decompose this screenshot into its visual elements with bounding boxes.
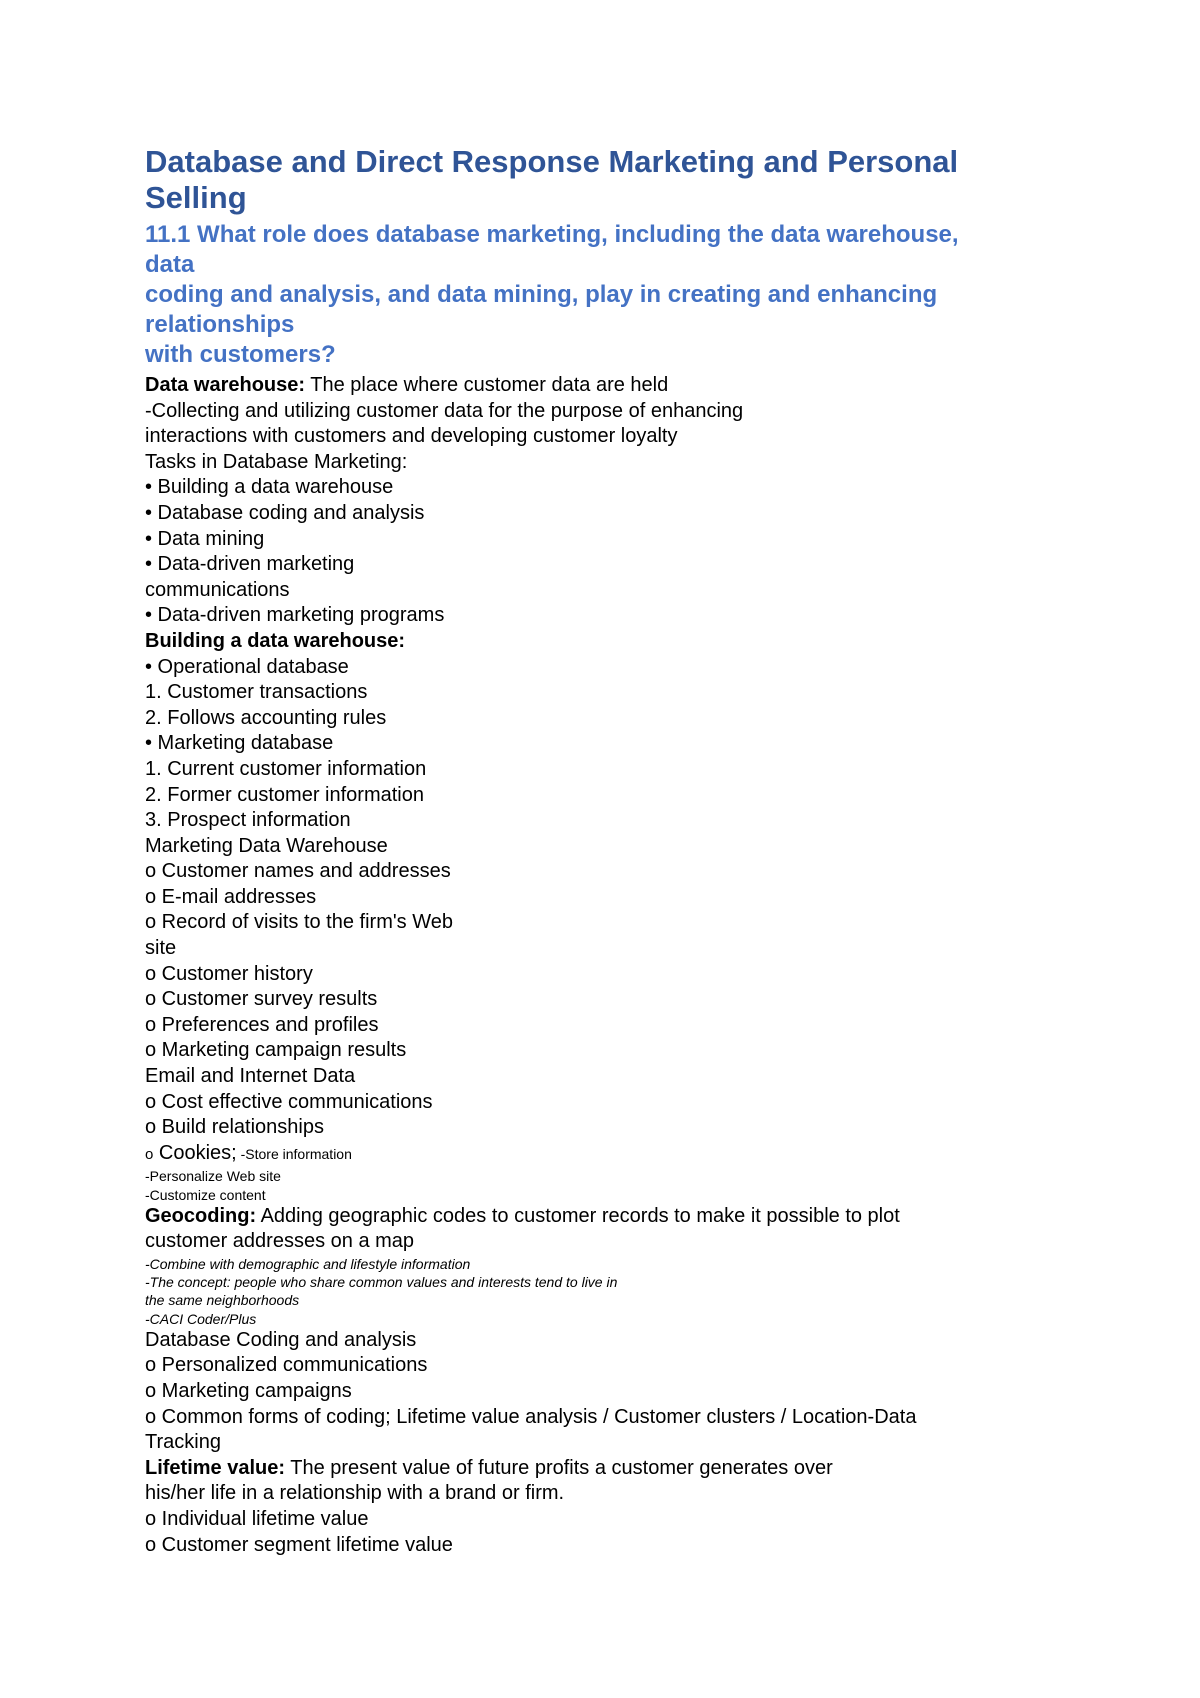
cookie-note: -Personalize Web site <box>145 1168 281 1185</box>
definition-text: Adding geographic codes to customer records to make it possible to plot <box>256 1204 900 1227</box>
list-item: o Personalized communications <box>145 1354 428 1377</box>
list-item: o Individual lifetime value <box>145 1507 369 1530</box>
document-page <box>145 144 1065 1558</box>
list-item: 1. Current customer information <box>145 757 427 780</box>
section-heading-line: data <box>145 251 195 278</box>
title-line-1: Database and Direct Response Marketing and Personal <box>145 144 959 179</box>
geocoding-note: -The concept: people who share common values and interests tend to live in <box>145 1274 618 1291</box>
definition-text: The place where customer data are held <box>305 374 669 396</box>
body-line: -Collecting and utilizing customer data for the purpose of enhancing <box>145 399 744 422</box>
body-line: Database Coding and analysis <box>145 1328 417 1351</box>
list-item: • Marketing database <box>145 732 334 755</box>
body-line: Email and Internet Data <box>145 1065 356 1088</box>
list-item: o Marketing campaigns <box>145 1380 352 1402</box>
document-body <box>145 373 1065 1558</box>
list-item: o E-mail addresses <box>145 885 317 908</box>
cookies-bullet: o <box>145 1145 154 1163</box>
geocoding-note: -Combine with demographic and lifestyle information <box>145 1256 471 1272</box>
list-item: o Customer segment lifetime value <box>145 1533 453 1556</box>
list-item: o Build relationships <box>145 1116 324 1139</box>
list-item: o Marketing campaign results <box>145 1039 407 1062</box>
section-heading <box>145 220 1065 370</box>
list-item: 2. Former customer information <box>145 783 424 806</box>
list-item: • Operational database <box>145 655 349 678</box>
list-item: communications <box>145 578 290 601</box>
list-item: • Building a data warehouse <box>145 476 394 499</box>
body-line: Tasks in Database Marketing: <box>145 450 408 473</box>
list-item: o Customer names and addresses <box>145 860 451 883</box>
geocoding-note: -CACI Coder/Plus <box>145 1310 257 1327</box>
geocoding-definition <box>145 1204 1065 1230</box>
list-item: • Database coding and analysis <box>145 501 425 524</box>
geocoding-note: the same neighborhoods <box>145 1292 300 1309</box>
section-heading-line: coding and analysis, and data mining, play in creating and enhancing <box>145 281 938 308</box>
definition-term: Lifetime value: <box>145 1456 286 1479</box>
data-warehouse-definition <box>145 373 1065 399</box>
list-item: site <box>145 937 177 960</box>
document-title <box>145 144 1065 216</box>
cookies-label: Cookies; <box>153 1141 237 1164</box>
definition-text: The present value of future profits a customer generates over <box>285 1456 833 1479</box>
lifetime-definition <box>145 1456 1065 1482</box>
list-item: o Customer survey results <box>145 988 378 1011</box>
list-item: 2. Follows accounting rules <box>145 706 387 729</box>
cookie-note: -Customize content <box>145 1186 266 1203</box>
list-item: • Data-driven marketing <box>145 553 355 576</box>
body-line: interactions with customers and developing customer loyalty <box>145 425 678 448</box>
list-item: o Customer history <box>145 962 313 985</box>
definition-term: Data warehouse: <box>145 374 306 396</box>
body-line: Marketing Data Warehouse <box>145 834 388 857</box>
list-item: o Preferences and profiles <box>145 1013 379 1036</box>
section-heading-line: relationships <box>145 311 295 338</box>
body-line: customer addresses on a map <box>145 1230 415 1253</box>
cookies-note: -Store information <box>236 1145 352 1162</box>
list-item: • Data-driven marketing programs <box>145 604 445 627</box>
body-line: Tracking <box>145 1431 221 1454</box>
list-item: o Record of visits to the firm's Web <box>145 911 453 934</box>
list-item: 3. Prospect information <box>145 809 351 832</box>
list-item: • Data mining <box>145 527 265 550</box>
title-line-2: Selling <box>145 180 247 215</box>
list-item: o Cost effective communications <box>145 1090 433 1113</box>
definition-term: Geocoding: <box>145 1204 257 1227</box>
list-item: o Common forms of coding; Lifetime value analysis / Customer clusters / Location-Data <box>145 1405 917 1428</box>
list-item: 1. Customer transactions <box>145 681 368 704</box>
section-heading-line: 11.1 What role does database marketing, including the data warehouse, <box>145 221 959 248</box>
building-heading-text: Building a data warehouse: <box>145 629 406 652</box>
building-heading <box>145 629 1065 655</box>
section-heading-line: with customers? <box>145 341 336 368</box>
cookies-line <box>145 1141 1065 1168</box>
body-line: his/her life in a relationship with a brand or firm. <box>145 1482 565 1505</box>
